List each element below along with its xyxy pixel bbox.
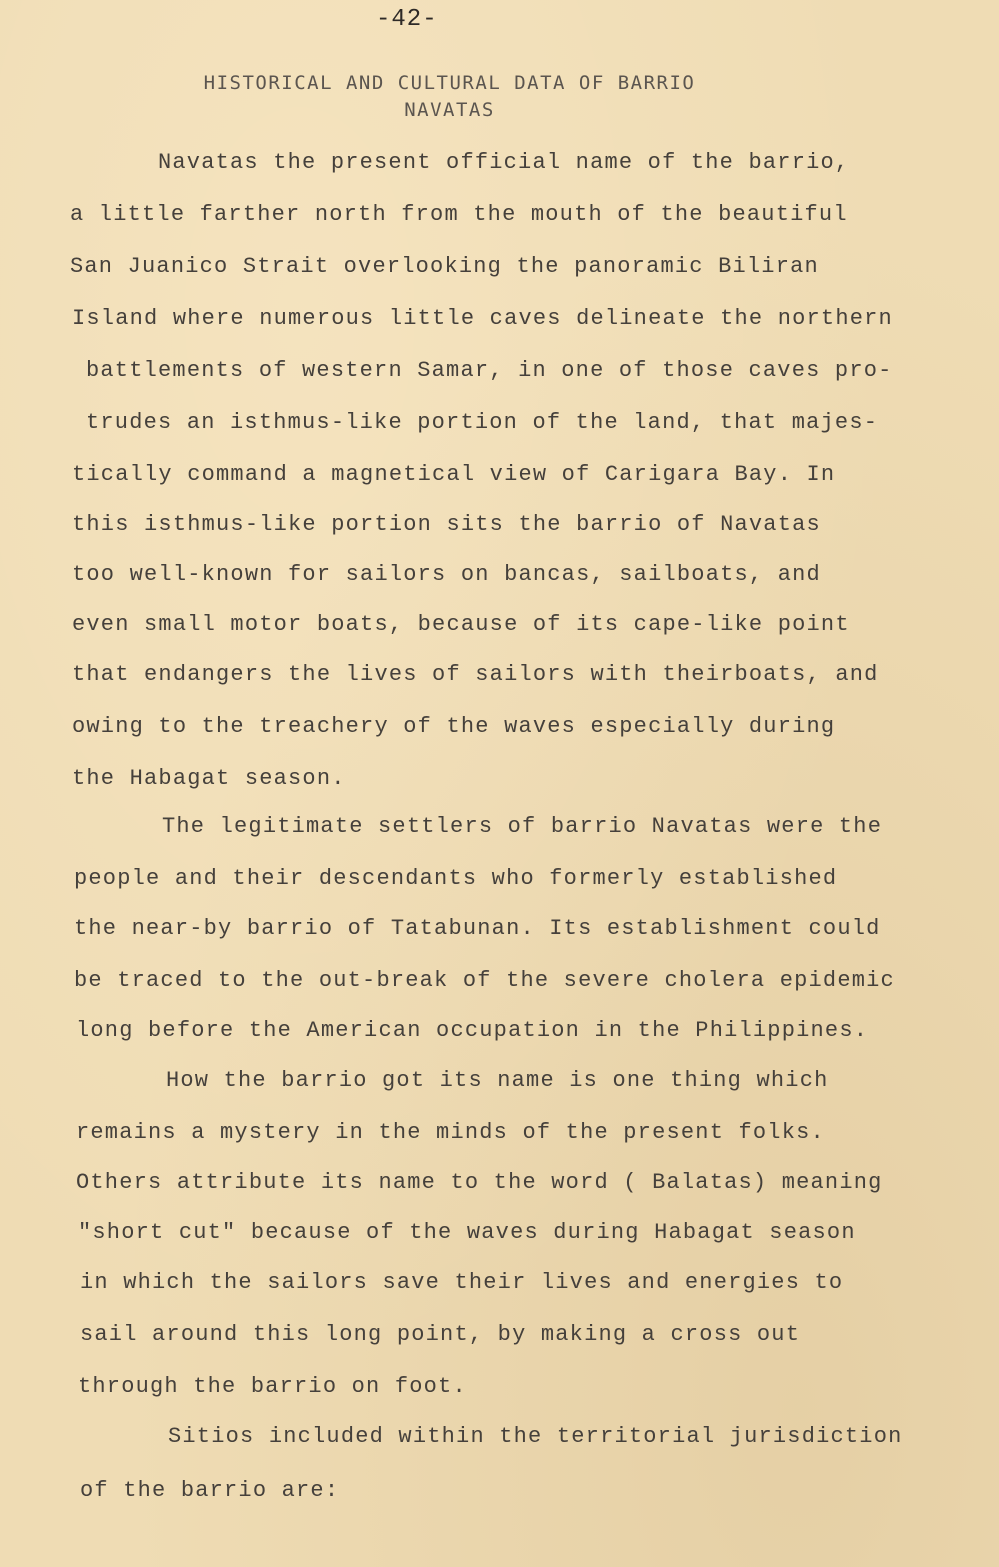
body-line: that endangers the lives of sailors with theirboats, and bbox=[72, 662, 879, 687]
body-line: in which the sailors save their lives and energies to bbox=[80, 1270, 844, 1295]
body-line: even small motor boats, because of its cape-like point bbox=[72, 612, 850, 637]
body-line: "short cut" because of the waves during Habagat season bbox=[78, 1220, 856, 1245]
body-line: battlements of western Samar, in one of those caves pro- bbox=[86, 358, 893, 383]
body-line: Navatas the present official name of the barrio, bbox=[158, 150, 850, 175]
body-line: this isthmus-like portion sits the barrio of Navatas bbox=[72, 512, 821, 537]
title-line-2: NAVATAS bbox=[404, 99, 495, 121]
body-line: sail around this long point, by making a cross out bbox=[80, 1322, 801, 1347]
body-line: a little farther north from the mouth of the beautiful bbox=[70, 202, 848, 227]
body-line: tically command a magnetical view of Carigara Bay. In bbox=[72, 462, 836, 487]
body-line: San Juanico Strait overlooking the panoramic Biliran bbox=[70, 254, 819, 279]
body-line: How the barrio got its name is one thing which bbox=[166, 1068, 829, 1093]
body-line: The legitimate settlers of barrio Navatas were the bbox=[162, 814, 883, 839]
body-line: Island where numerous little caves delineate the northern bbox=[72, 306, 893, 331]
body-line: be traced to the out-break of the severe cholera epidemic bbox=[74, 968, 895, 993]
body-line: Sitios included within the territorial jurisdiction bbox=[168, 1424, 903, 1449]
page-number: -42- bbox=[376, 6, 438, 33]
body-line: trudes an isthmus-like portion of the land, that majes- bbox=[86, 410, 879, 435]
title-line-1: HISTORICAL AND CULTURAL DATA OF BARRIO bbox=[203, 72, 696, 94]
body-line: through the barrio on foot. bbox=[78, 1374, 467, 1399]
body-line: Others attribute its name to the word ( Balatas) meaning bbox=[76, 1170, 883, 1195]
body-line: the Habagat season. bbox=[72, 766, 346, 791]
page-title bbox=[0, 70, 999, 124]
body-line: long before the American occupation in the Philippines. bbox=[76, 1018, 869, 1043]
body-line: the near-by barrio of Tatabunan. Its establishment could bbox=[74, 916, 881, 941]
body-line: too well-known for sailors on bancas, sailboats, and bbox=[72, 562, 821, 587]
body-line: owing to the treachery of the waves especially during bbox=[72, 714, 836, 739]
body-line: people and their descendants who formerly established bbox=[74, 866, 838, 891]
body-line: of the barrio are: bbox=[80, 1478, 340, 1503]
body-line: remains a mystery in the minds of the present folks. bbox=[76, 1120, 825, 1145]
